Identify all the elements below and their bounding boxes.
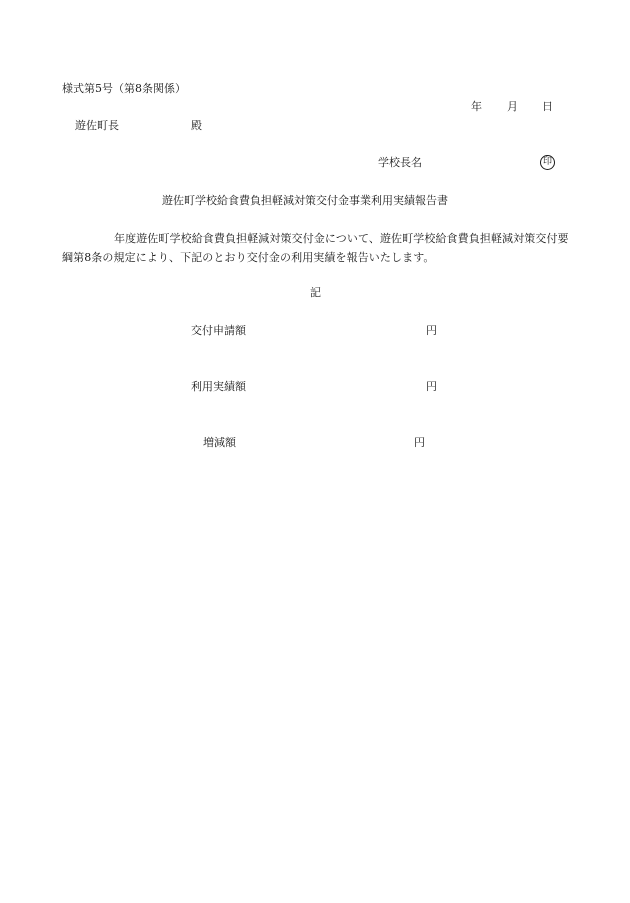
addressee-honorific: 殿 (191, 119, 202, 132)
item-label-application: 交付申請額 (191, 324, 246, 337)
date-month: 月 (507, 100, 518, 113)
item-label-actual: 利用実績額 (191, 380, 246, 393)
item-unit-application: 円 (426, 324, 437, 337)
item-unit-actual: 円 (426, 380, 437, 393)
body-paragraph-text: 年度遊佐町学校給食費負担軽減対策交付金について、遊佐町学校給食費負担軽減対策交付要綱第8条の規定により、下記のとおり交付金の利用実績を報告いたします。 (62, 232, 569, 264)
item-unit-difference: 円 (414, 436, 425, 449)
form-header: 様式第5号（第8条関係） (62, 82, 186, 95)
note-heading: 記 (310, 286, 321, 299)
seal-mark: 印 (540, 155, 555, 170)
sender-label: 学校長名 (378, 156, 422, 169)
body-paragraph (62, 229, 572, 267)
date-day: 日 (542, 100, 553, 113)
addressee-title: 遊佐町長 (75, 119, 119, 132)
date-year: 年 (471, 100, 482, 113)
item-label-difference: 増減額 (203, 436, 236, 449)
document-title: 遊佐町学校給食費負担軽減対策交付金事業利用実績報告書 (162, 194, 448, 207)
